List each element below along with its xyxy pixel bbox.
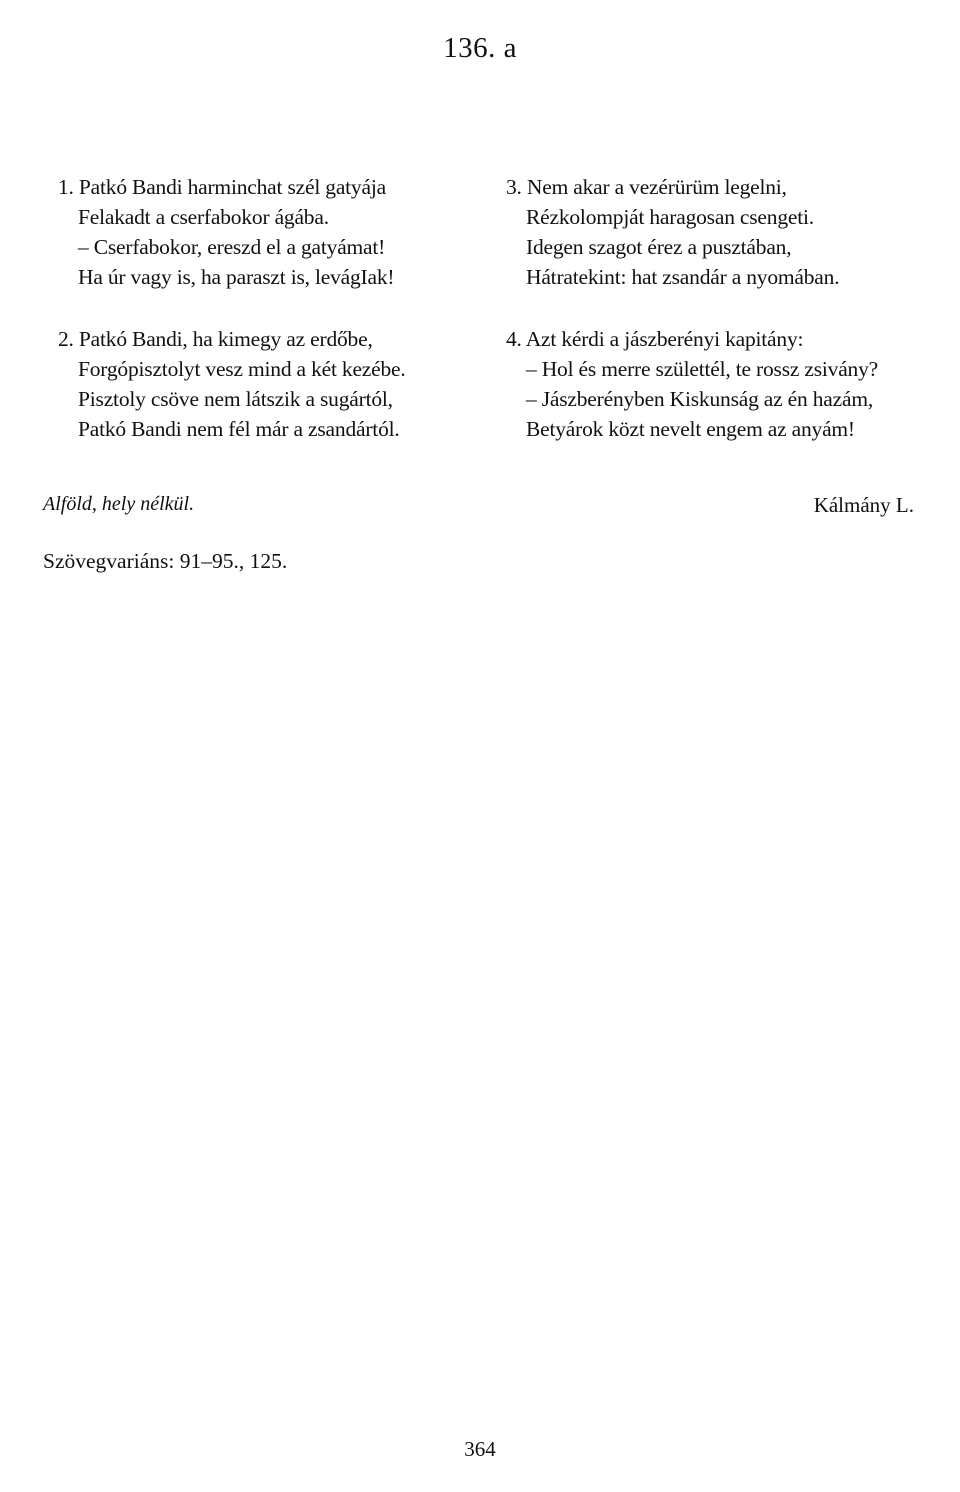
stanza-line: Pisztoly csöve nem látszik a sugártól,	[78, 387, 393, 411]
page-title: 136. a	[443, 32, 517, 64]
stanza-line: Patkó Bandi nem fél már a zsandártól.	[78, 417, 400, 441]
stanza-1	[58, 172, 478, 292]
stanza-line: Hátratekint: hat zsandár a nyomában.	[526, 265, 840, 289]
stanza-4	[506, 324, 936, 444]
stanza-line: 1. Patkó Bandi harminchat szél gatyája	[58, 175, 386, 199]
left-column	[58, 172, 478, 476]
stanza-line: Idegen szagot érez a pusztában,	[526, 235, 792, 259]
stanza-line: – Jászberényben Kiskunság az én hazám,	[526, 387, 874, 411]
stanza-line: 2. Patkó Bandi, ha kimegy az erdőbe,	[58, 327, 373, 351]
stanza-line: – Hol és merre születtél, te rossz zsivány?	[526, 357, 878, 381]
stanza-line: Rézkolompját haragosan csengeti.	[526, 205, 814, 229]
stanza-line: Forgópisztolyt vesz mind a két kezébe.	[78, 357, 406, 381]
stanza-line: Ha úr vagy is, ha paraszt is, levágIak!	[78, 265, 395, 289]
collection-place: Alföld, hely nélkül.	[43, 493, 195, 515]
stanza-line: Felakadt a cserfabokor ágába.	[78, 205, 329, 229]
stanza-3	[506, 172, 936, 292]
page-number: 364	[464, 1437, 496, 1461]
stanza-2	[58, 324, 478, 444]
collector-name: Kálmány L.	[813, 493, 914, 517]
right-column	[506, 172, 936, 476]
stanza-line: Betyárok közt nevelt engem az anyám!	[526, 417, 855, 441]
stanza-line: – Cserfabokor, ereszd el a gatyámat!	[78, 235, 386, 259]
stanza-line: 4. Azt kérdi a jászberényi kapitány:	[506, 327, 804, 351]
stanza-line: 3. Nem akar a vezérürüm legelni,	[506, 175, 787, 199]
text-variants: Szövegvariáns: 91–95., 125.	[43, 549, 288, 573]
